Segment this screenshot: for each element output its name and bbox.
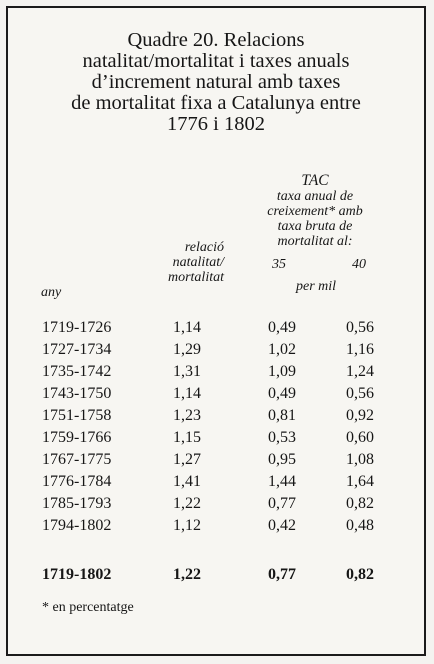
tac40-cell: 0,92: [346, 407, 374, 424]
relation-cell: 1,14: [173, 319, 201, 336]
table-row: [0, 383, 434, 405]
tac35-cell: 1,02: [268, 341, 296, 358]
tac40-cell: 1,24: [346, 363, 374, 380]
year-cell: 1776-1784: [42, 473, 112, 490]
per-mil-label: per mil: [296, 279, 337, 294]
relation-header: [150, 240, 224, 285]
relation-header-line: relació: [184, 240, 224, 255]
relation-cell: 1,22: [173, 566, 201, 583]
relation-header-line: mortalitat: [167, 270, 224, 285]
year-cell: 1767-1775: [42, 451, 112, 468]
tac35-cell: 0,53: [268, 429, 296, 446]
year-cell: 1759-1766: [42, 429, 112, 446]
tac40-cell: 0,82: [346, 495, 374, 512]
year-cell: 1794-1802: [42, 517, 112, 534]
column-35-header: 35: [272, 257, 286, 272]
table-row: [0, 471, 434, 493]
tac35-cell: 0,95: [268, 451, 296, 468]
tac40-cell: 1,08: [346, 451, 374, 468]
table-title: [0, 30, 432, 135]
relation-cell: 1,29: [173, 341, 201, 358]
total-row: [0, 564, 434, 586]
relation-cell: 1,31: [173, 363, 201, 380]
title-line: natalitat/mortalitat i taxes anuals: [82, 50, 350, 72]
title-line: 1776 i 1802: [167, 113, 265, 135]
tac35-cell: 1,44: [268, 473, 296, 490]
relation-cell: 1,15: [173, 429, 201, 446]
year-cell: 1727-1734: [42, 341, 112, 358]
tac40-cell: 0,56: [346, 385, 374, 402]
tac35-cell: 0,49: [268, 385, 296, 402]
title-line: d’increment natural amb taxes: [91, 71, 341, 93]
tac35-cell: 0,77: [268, 566, 296, 583]
table-row: [0, 317, 434, 339]
title-line: Quadre 20. Relacions: [127, 29, 305, 51]
relation-cell: 1,23: [173, 407, 201, 424]
year-cell: 1743-1750: [42, 385, 112, 402]
table-row: [0, 361, 434, 383]
year-cell: 1785-1793: [42, 495, 112, 512]
year-cell: 1719-1726: [42, 319, 112, 336]
table-row: [0, 405, 434, 427]
tac35-cell: 0,77: [268, 495, 296, 512]
tac35-cell: 0,42: [268, 517, 296, 534]
table-row: [0, 515, 434, 537]
year-cell: 1719-1802: [42, 566, 112, 583]
relation-cell: 1,27: [173, 451, 201, 468]
tac-desc-line: taxa anual de: [276, 189, 354, 204]
year-header: any: [41, 285, 62, 300]
tac40-cell: 0,82: [346, 566, 374, 583]
footnote: * en percentatge: [42, 600, 134, 615]
tac40-cell: 0,60: [346, 429, 374, 446]
year-cell: 1751-1758: [42, 407, 112, 424]
table-row: [0, 339, 434, 361]
relation-cell: 1,14: [173, 385, 201, 402]
column-40-header: 40: [352, 257, 366, 272]
year-cell: 1735-1742: [42, 363, 112, 380]
tac-desc-line: taxa bruta de: [277, 219, 353, 234]
tac-desc-line: creixement* amb: [267, 204, 363, 219]
table-row: [0, 427, 434, 449]
tac-description: [247, 189, 383, 249]
tac40-cell: 0,56: [346, 319, 374, 336]
table-row: [0, 493, 434, 515]
relation-cell: 1,12: [173, 517, 201, 534]
tac40-cell: 0,48: [346, 517, 374, 534]
tac40-cell: 1,64: [346, 473, 374, 490]
tac-header: TAC: [301, 172, 329, 189]
tac-desc-line: mortalitat al:: [277, 234, 353, 249]
table-row: [0, 449, 434, 471]
tac40-cell: 1,16: [346, 341, 374, 358]
tac35-cell: 0,49: [268, 319, 296, 336]
tac35-cell: 0,81: [268, 407, 296, 424]
relation-cell: 1,41: [173, 473, 201, 490]
title-line: de mortalitat fixa a Catalunya entre: [71, 92, 361, 114]
tac35-cell: 1,09: [268, 363, 296, 380]
relation-header-line: natalitat/: [172, 255, 224, 270]
relation-cell: 1,22: [173, 495, 201, 512]
